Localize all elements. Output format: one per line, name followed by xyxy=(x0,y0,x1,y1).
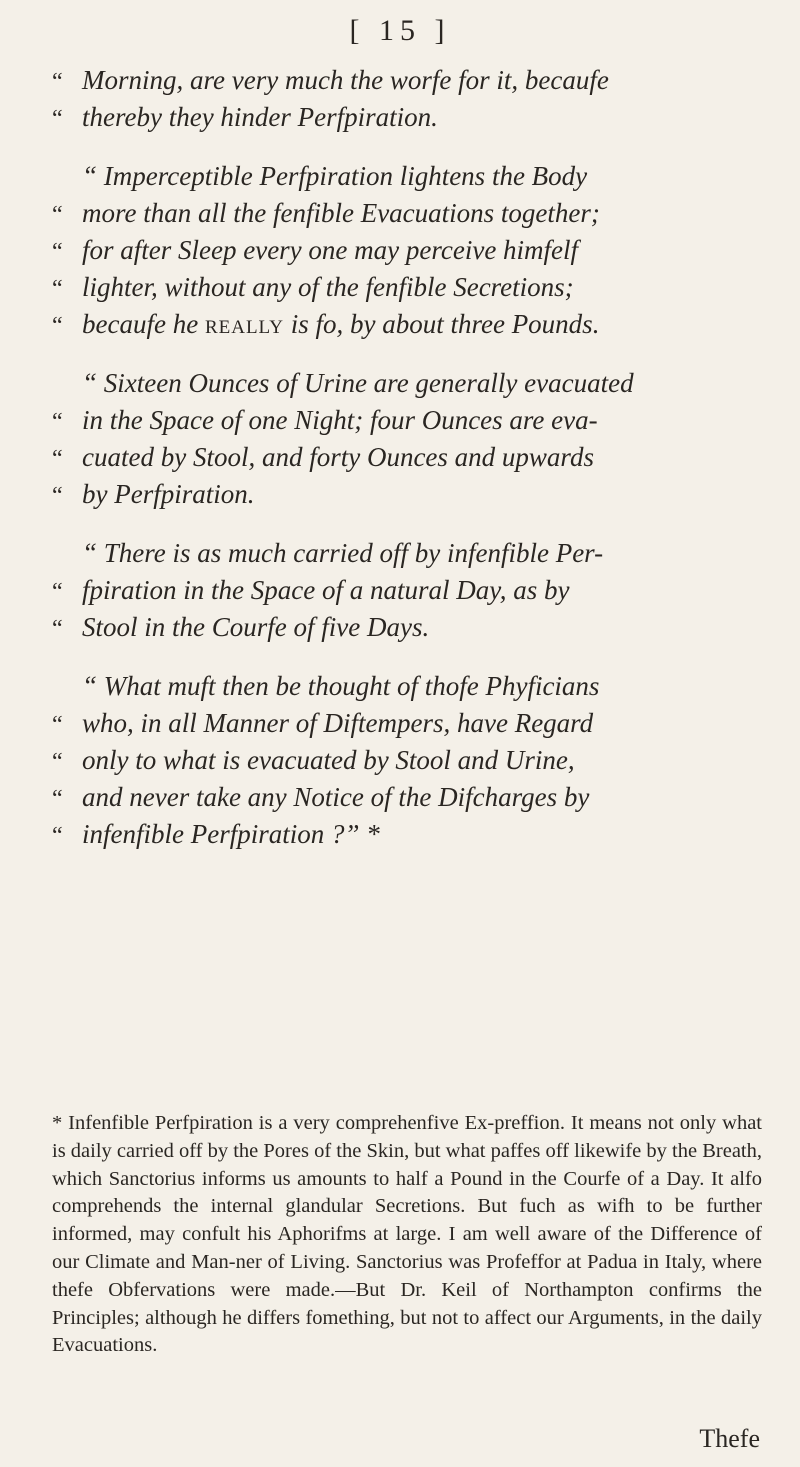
footnote: * Infenfible Perfpiration is a very comprehenfive Ex-preffion. It means not only what is daily carried off by the Pores of the Skin, but what paffes off likewife by the Breath, which Sanctorius informs us amounts to half a Pound in the Courfe of a Day. It alfo comprehends the internal glandular Secretions. But fuch as wifh to be further informed, may confult his Aphorifms at large. I am well aware of the Difference of our Climate and Man-ner of Living. Sanctorius was Profeffor at Padua in Italy, where thefe Obfervations were made.—But Dr. Keil of Northampton confirms the Principles; although he differs fomething, but not to affect our Arguments, in the daily Evacuations. xyxy=(52,1112,762,1357)
paragraph xyxy=(52,365,762,513)
quote-mark: “ xyxy=(52,276,63,302)
line-text: infenfible Perfpiration ?” * xyxy=(82,819,380,849)
text-line xyxy=(52,62,762,99)
quote-mark: “ xyxy=(52,69,63,95)
line-text: “ Imperceptible Perfpiration lightens the Body xyxy=(82,161,588,191)
text-line xyxy=(52,99,762,136)
text-line xyxy=(52,439,762,476)
paragraph xyxy=(52,158,762,343)
line-text: only to what is evacuated by Stool and Urine, xyxy=(82,745,575,775)
quote-mark: “ xyxy=(52,202,63,228)
text-line xyxy=(52,609,762,646)
text-line xyxy=(52,195,762,232)
quote-mark: “ xyxy=(52,409,63,435)
line-text: is fo, by about three Pounds. xyxy=(283,309,600,339)
text-line xyxy=(52,232,762,269)
text-line xyxy=(52,816,762,853)
text-line xyxy=(52,306,762,343)
catchword: Thefe xyxy=(699,1424,760,1453)
line-text: by Perfpiration. xyxy=(82,479,255,509)
paragraph-gap xyxy=(52,343,762,365)
quote-mark: “ xyxy=(52,483,63,509)
line-text: “ Sixteen Ounces of Urine are generally evacuated xyxy=(82,368,634,398)
paragraph xyxy=(52,535,762,646)
quote-mark: “ xyxy=(52,823,63,849)
paragraph-gap xyxy=(52,513,762,535)
quote-mark: “ xyxy=(52,712,63,738)
paragraph-gap xyxy=(52,646,762,668)
text-line xyxy=(52,705,762,742)
quote-mark: “ xyxy=(52,239,63,265)
line-text: becaufe he xyxy=(82,309,205,339)
line-text: “ There is as much carried off by infenfible Per- xyxy=(82,538,604,568)
quote-mark: “ xyxy=(52,616,63,642)
line-text: more than all the fenfible Evacuations together; xyxy=(82,198,600,228)
line-text: “ What muft then be thought of thofe Phyficians xyxy=(82,671,600,701)
quote-mark: “ xyxy=(52,749,63,775)
text-line xyxy=(52,402,762,439)
line-text: Morning, are very much the worfe for it, becaufe xyxy=(82,65,609,95)
text-line xyxy=(52,779,762,816)
quote-mark: “ xyxy=(52,579,63,605)
text-line xyxy=(52,476,762,513)
text-line xyxy=(52,668,762,705)
text-line xyxy=(52,158,762,195)
paragraph xyxy=(52,668,762,853)
text-line xyxy=(52,572,762,609)
text-line xyxy=(52,742,762,779)
main-text xyxy=(52,62,762,853)
line-text: for after Sleep every one may perceive himfelf xyxy=(82,235,579,265)
line-text: in the Space of one Night; four Ounces are eva- xyxy=(82,405,598,435)
text-line xyxy=(52,365,762,402)
quote-mark: “ xyxy=(52,106,63,132)
quote-mark: “ xyxy=(52,786,63,812)
quote-mark: “ xyxy=(52,313,63,339)
line-text: lighter, without any of the fenfible Secretions; xyxy=(82,272,574,302)
small-caps-word: really xyxy=(204,309,284,339)
text-line xyxy=(52,535,762,572)
line-text: fpiration in the Space of a natural Day, as by xyxy=(82,575,570,605)
text-line xyxy=(52,269,762,306)
line-text: who, in all Manner of Diftempers, have Regard xyxy=(82,708,594,738)
line-text: cuated by Stool, and forty Ounces and upwards xyxy=(82,442,594,472)
paragraph-gap xyxy=(52,136,762,158)
line-text: Stool in the Courfe of five Days. xyxy=(82,612,430,642)
page-number: [ 15 ] xyxy=(349,14,451,47)
line-text: thereby they hinder Perfpiration. xyxy=(82,102,438,132)
quote-mark: “ xyxy=(52,446,63,472)
paragraph xyxy=(52,62,762,136)
line-text: and never take any Notice of the Difcharges by xyxy=(82,782,590,812)
